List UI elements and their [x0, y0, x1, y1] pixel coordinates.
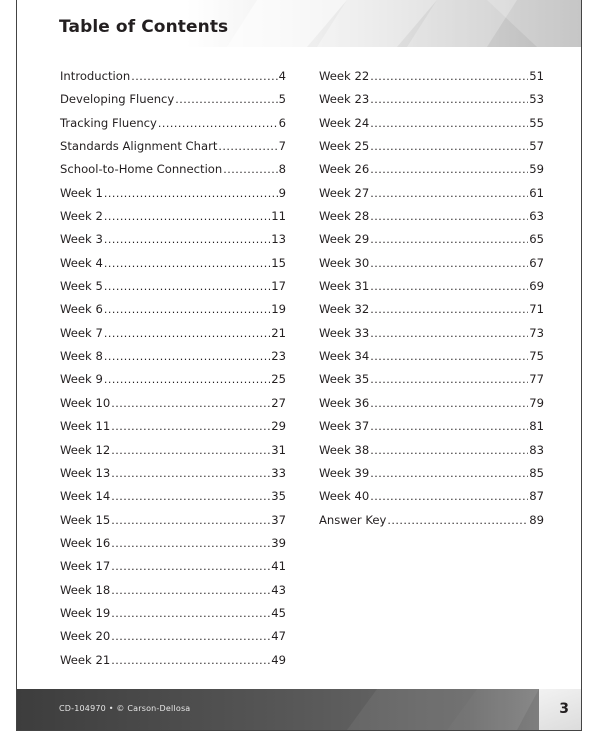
toc-entry-label: Week 24 [319, 115, 370, 130]
toc-entry [60, 115, 286, 138]
toc-entry [319, 115, 544, 138]
toc-entry-page: 75 [529, 349, 544, 364]
toc-entry-label: Week 16 [60, 535, 111, 550]
toc-entry-page: 77 [529, 372, 544, 387]
toc-entry-label: Week 21 [60, 652, 111, 667]
page-number: 3 [559, 701, 569, 717]
dot-leader [370, 92, 528, 108]
toc-entry-label: Week 36 [319, 395, 370, 410]
toc-entry-page: 85 [529, 465, 544, 480]
dot-leader [370, 279, 528, 295]
toc-entry-page: 79 [529, 395, 544, 410]
toc-entry-label: Week 35 [319, 372, 370, 387]
toc-entry [60, 488, 286, 511]
toc-entry [319, 91, 544, 114]
toc-entry-label: Introduction [60, 69, 131, 83]
toc-entry-page: 33 [271, 465, 286, 480]
toc-entry-label: Week 18 [60, 582, 111, 597]
toc-entry [60, 161, 286, 184]
toc-entry-label: Week 28 [319, 209, 370, 224]
toc-entry [319, 138, 544, 161]
toc-entry-page: 23 [271, 349, 286, 364]
dot-leader [370, 302, 528, 318]
dot-leader [370, 186, 528, 202]
dot-leader [104, 279, 270, 295]
toc-entry-page: 69 [529, 279, 544, 294]
page-footer [17, 689, 581, 730]
toc-entry-page: 51 [529, 69, 544, 83]
toc-entry-page: 55 [529, 115, 544, 130]
toc-entry-page: 43 [271, 582, 286, 597]
toc-entry-page: 19 [271, 302, 286, 317]
dot-leader [370, 489, 528, 505]
dot-leader [104, 232, 270, 248]
toc-entry-label: Week 2 [60, 209, 103, 224]
toc-entry-label: Week 31 [319, 279, 370, 294]
toc-entry-page: 8 [278, 162, 286, 177]
dot-leader [104, 256, 270, 272]
toc-entry-label: Week 7 [60, 325, 103, 340]
toc-entry [60, 301, 286, 324]
toc-entry-label: Week 9 [60, 372, 103, 387]
toc-entry-page: 9 [278, 185, 286, 200]
dot-leader [370, 209, 528, 225]
toc-entry-label: Week 25 [319, 139, 370, 154]
toc-entry-label: Developing Fluency [60, 92, 175, 107]
toc-entry [319, 325, 544, 348]
toc-entry-page: 41 [271, 559, 286, 574]
toc-entry [319, 465, 544, 488]
page-number-tab [539, 689, 581, 730]
dot-leader [387, 513, 528, 529]
toc-entry-label: Week 37 [319, 419, 370, 434]
toc-entry [319, 185, 544, 208]
toc-entry [60, 605, 286, 628]
toc-entry-page: 71 [529, 302, 544, 317]
toc-entry [319, 278, 544, 301]
toc-entry-page: 73 [529, 325, 544, 340]
toc-entry [60, 465, 286, 488]
dot-leader [104, 302, 270, 318]
dot-leader [111, 653, 270, 669]
toc-entry [319, 442, 544, 465]
toc-entry-page: 39 [271, 535, 286, 550]
dot-leader [370, 69, 528, 85]
dot-leader [111, 606, 270, 622]
toc-entry-label: Week 5 [60, 279, 103, 294]
toc-entry-page: 61 [529, 185, 544, 200]
toc-entry [60, 558, 286, 581]
toc-entry-page: 17 [271, 279, 286, 294]
toc-entry [60, 278, 286, 301]
dot-leader [370, 466, 528, 482]
toc-entry [319, 488, 544, 511]
dot-leader [111, 559, 270, 575]
dot-leader [370, 326, 528, 342]
dot-leader [104, 372, 270, 388]
page-header [17, 0, 581, 47]
toc-entry-label: Week 15 [60, 512, 111, 527]
toc-entry [60, 231, 286, 254]
toc-entry [319, 418, 544, 441]
toc-entry-page: 53 [529, 92, 544, 107]
toc-entry [319, 161, 544, 184]
toc-entry [60, 652, 286, 675]
toc-entry-label: Week 34 [319, 349, 370, 364]
toc-entry-page: 57 [529, 139, 544, 154]
dot-leader [370, 396, 528, 412]
dot-leader [111, 513, 270, 529]
toc-entry [319, 512, 544, 535]
dot-leader [111, 489, 270, 505]
toc-entry-page: 37 [271, 512, 286, 527]
toc-entry-label: Week 23 [319, 92, 370, 107]
toc-entry-page: 81 [529, 419, 544, 434]
toc-entry-page: 7 [278, 139, 286, 154]
dot-leader [111, 396, 270, 412]
toc-entry-page: 21 [271, 325, 286, 340]
toc-entry-page: 5 [278, 92, 286, 107]
dot-leader [158, 116, 278, 132]
toc-column-left [60, 68, 286, 675]
toc-entry-label: Week 17 [60, 559, 111, 574]
toc-entry-page: 35 [271, 489, 286, 504]
toc-entry [319, 68, 544, 91]
dot-leader [104, 326, 270, 342]
toc-entry-page: 67 [529, 255, 544, 270]
dot-leader [111, 466, 270, 482]
toc-entry-label: Week 8 [60, 349, 103, 364]
toc-entry-label: Week 6 [60, 302, 103, 317]
toc-entry [60, 371, 286, 394]
dot-leader [131, 69, 277, 85]
dot-leader [111, 536, 270, 552]
toc-entry-page: 65 [529, 232, 544, 247]
toc-entry [60, 418, 286, 441]
toc-entry-label: Week 29 [319, 232, 370, 247]
toc-entry [319, 208, 544, 231]
dot-leader [370, 443, 528, 459]
toc-entry [319, 395, 544, 418]
toc-entry-page: 45 [271, 605, 286, 620]
dot-leader [104, 349, 270, 365]
page-frame [16, 0, 582, 731]
toc-entry-label: Week 32 [319, 302, 370, 317]
toc-entry-label: Answer Key [319, 512, 387, 527]
toc-entry-page: 29 [271, 419, 286, 434]
toc-entry-page: 47 [271, 629, 286, 644]
toc-entry-page: 6 [278, 115, 286, 130]
toc-entry-page: 59 [529, 162, 544, 177]
toc-entry-label: Week 19 [60, 605, 111, 620]
dot-leader [370, 256, 528, 272]
toc-entry-label: Standards Alignment Chart [60, 139, 218, 154]
dot-leader [370, 419, 528, 435]
toc-entry-page: 49 [271, 652, 286, 667]
toc-entry-page: 31 [271, 442, 286, 457]
dot-leader [104, 209, 270, 225]
toc-entry [60, 535, 286, 558]
toc-entry [60, 68, 286, 91]
toc-entry [319, 371, 544, 394]
toc-entry [60, 185, 286, 208]
toc-entry [60, 512, 286, 535]
page-title: Table of Contents [59, 17, 229, 37]
toc-entry-page: 4 [278, 69, 286, 83]
dot-leader [370, 232, 528, 248]
toc-entry-label: Week 33 [319, 325, 370, 340]
toc-entry-label: Week 11 [60, 419, 111, 434]
toc-entry-page: 15 [271, 255, 286, 270]
toc-entry-label: Tracking Fluency [60, 115, 157, 130]
toc-entry-label: Week 14 [60, 489, 111, 504]
toc-entry-label: School-to-Home Connection [60, 162, 223, 177]
dot-leader [370, 372, 528, 388]
toc-entry-label: Week 22 [319, 69, 370, 83]
toc-entry [319, 255, 544, 278]
toc-entry-label: Week 39 [319, 465, 370, 480]
toc-entry-label: Week 26 [319, 162, 370, 177]
toc-entry [60, 91, 286, 114]
toc-entry-label: Week 4 [60, 255, 103, 270]
toc-entry-page: 25 [271, 372, 286, 387]
toc-entry-label: Week 10 [60, 395, 111, 410]
toc-entry [60, 208, 286, 231]
toc-entry-label: Week 12 [60, 442, 111, 457]
toc-entry-page: 89 [529, 512, 544, 527]
dot-leader [111, 629, 270, 645]
toc-entry [60, 255, 286, 278]
dot-leader [111, 419, 270, 435]
toc-entry [319, 301, 544, 324]
dot-leader [370, 162, 528, 178]
toc-entry-label: Week 20 [60, 629, 111, 644]
toc-entry-page: 83 [529, 442, 544, 457]
dot-leader [175, 92, 277, 108]
toc-entry-page: 87 [529, 489, 544, 504]
publisher-line: CD-104970 • © Carson-Dellosa [59, 704, 191, 713]
dot-leader [111, 583, 270, 599]
dot-leader [104, 186, 278, 202]
toc-entry [60, 348, 286, 371]
toc-entry [60, 582, 286, 605]
dot-leader [370, 139, 528, 155]
toc-entry-label: Week 27 [319, 185, 370, 200]
dot-leader [370, 349, 528, 365]
dot-leader [370, 116, 528, 132]
dot-leader [111, 443, 270, 459]
toc-entry [60, 138, 286, 161]
toc-entry [319, 348, 544, 371]
toc-entry-label: Week 13 [60, 465, 111, 480]
toc-entry-label: Week 3 [60, 232, 103, 247]
toc-entry-label: Week 40 [319, 489, 370, 504]
dot-leader [223, 162, 277, 178]
toc-entry-label: Week 30 [319, 255, 370, 270]
toc-entry [60, 628, 286, 651]
toc-entry-label: Week 38 [319, 442, 370, 457]
toc-entry [60, 325, 286, 348]
toc-entry [319, 231, 544, 254]
toc-entry-page: 11 [271, 209, 286, 224]
toc-entry-page: 27 [271, 395, 286, 410]
toc-entry-page: 13 [271, 232, 286, 247]
toc-entry [60, 395, 286, 418]
toc-entry [60, 442, 286, 465]
toc-entry-page: 63 [529, 209, 544, 224]
dot-leader [218, 139, 277, 155]
toc-column-right [319, 68, 544, 535]
toc-entry-label: Week 1 [60, 185, 103, 200]
